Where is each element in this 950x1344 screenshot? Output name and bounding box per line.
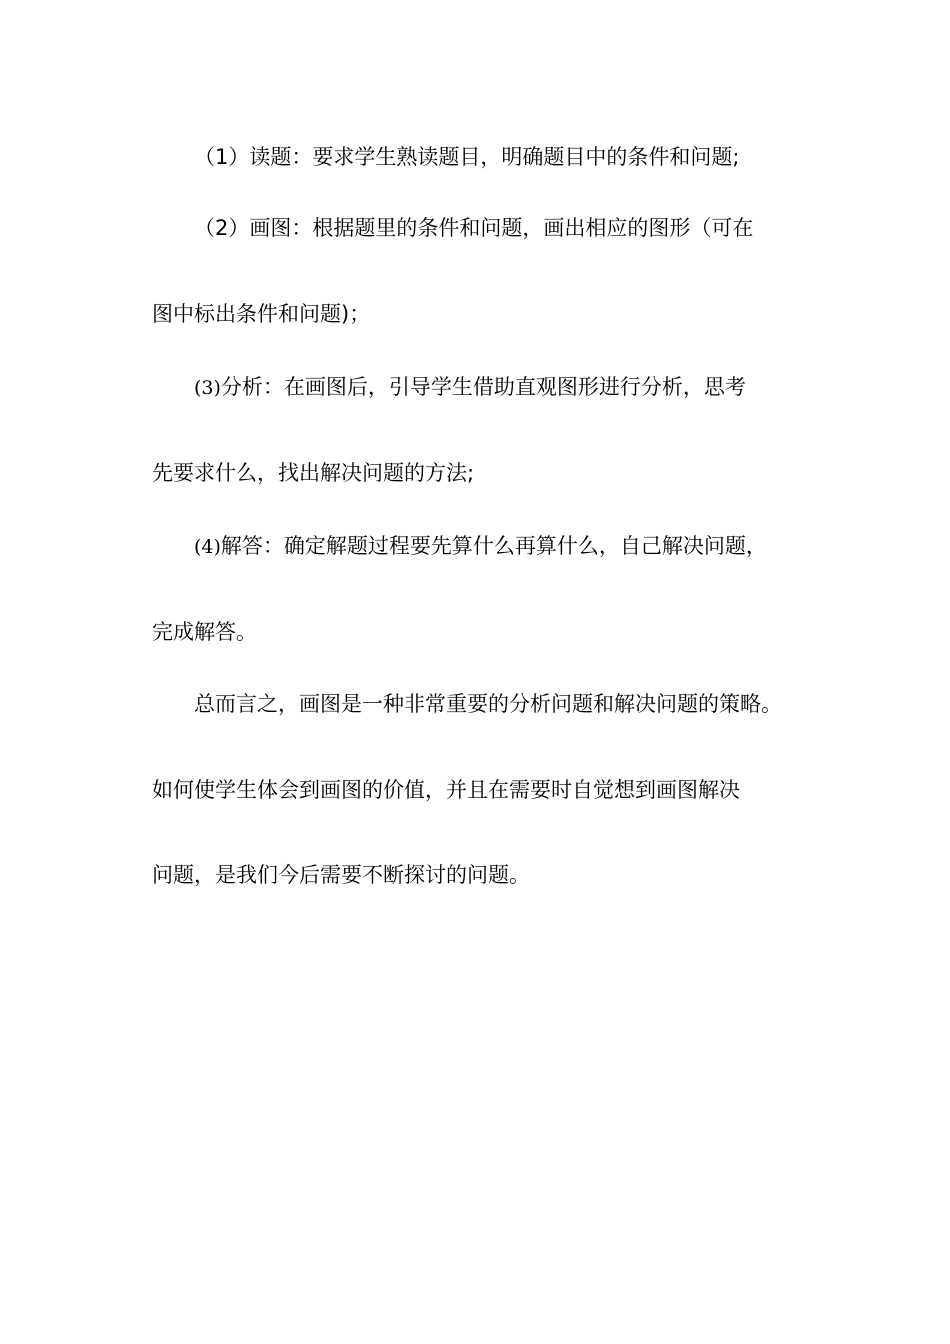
- summary-paragraph-line-2: [152, 775, 740, 805]
- step-2-label: （2）: [194, 216, 250, 240]
- summary-text-2: 如何使学生体会到画图的价值，并且在需要时自觉想到画图解决: [152, 778, 740, 802]
- step-4-continuation-text: 完成解答。: [152, 620, 257, 644]
- step-4-answer-line: [194, 531, 767, 562]
- step-2-draw-line: [194, 213, 753, 243]
- step-4-continuation: [152, 617, 257, 647]
- step-3-continuation-text: 先要求什么，找出解决问题的方法;: [152, 461, 475, 485]
- step-3-analyze-line: [194, 372, 746, 403]
- step-2-text: 画图：根据题里的条件和问题，画出相应的图形（可在: [249, 216, 754, 240]
- summary-text-1: 总而言之，画图是一种非常重要的分析问题和解决问题的策略。: [194, 692, 782, 716]
- step-4-label: (4): [194, 536, 221, 558]
- step-2-continuation: [152, 299, 370, 329]
- step-2-continuation-text: 图中标出条件和问题)；: [152, 302, 371, 326]
- summary-paragraph-line-1: [194, 689, 782, 719]
- step-1-text: 读题：要求学生熟读题目，明确题目中的条件和问题;: [249, 145, 740, 169]
- step-3-text: 分析：在画图后，引导学生借助直观图形进行分析，思考: [220, 375, 746, 399]
- summary-paragraph-line-3: [152, 860, 530, 890]
- step-4-text: 解答：确定解题过程要先算什么再算什么，自己解决问题，: [220, 534, 767, 558]
- step-1-label: （1）: [194, 145, 250, 169]
- step-3-label: (3): [194, 377, 221, 399]
- summary-text-3: 问题，是我们今后需要不断探讨的问题。: [152, 863, 530, 887]
- step-3-continuation: [152, 458, 474, 488]
- step-1-read-line: [194, 142, 739, 172]
